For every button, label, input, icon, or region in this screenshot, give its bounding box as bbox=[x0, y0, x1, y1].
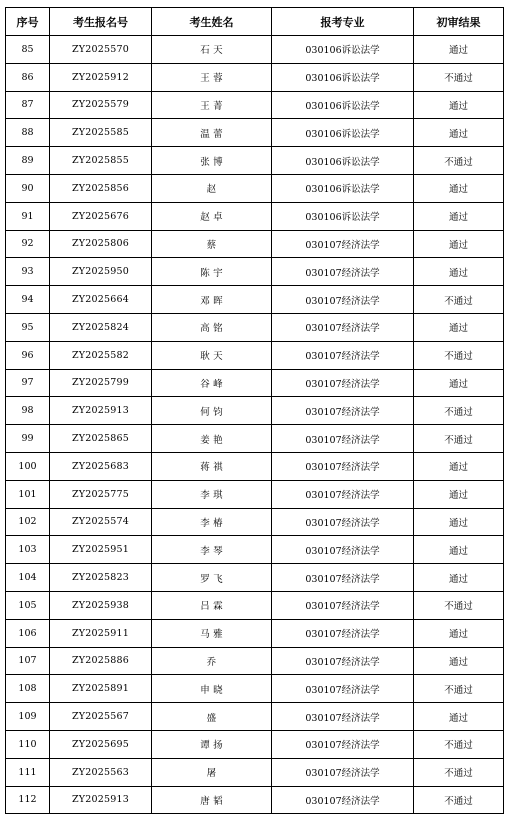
cell-registration-id: ZY2025683 bbox=[50, 452, 152, 480]
cell-candidate-name: 王 蓉 bbox=[152, 63, 272, 91]
cell-candidate-name: 唐 韬 bbox=[152, 786, 272, 814]
table-row bbox=[6, 258, 504, 286]
cell-registration-id: ZY2025695 bbox=[50, 730, 152, 758]
cell-registration-id: ZY2025579 bbox=[50, 91, 152, 119]
table-row bbox=[6, 147, 504, 175]
cell-review-result: 通过 bbox=[414, 564, 504, 592]
header-row bbox=[6, 8, 504, 36]
cell-seq: 96 bbox=[6, 341, 50, 369]
header-review-result: 初审结果 bbox=[414, 8, 504, 36]
cell-registration-id: ZY2025824 bbox=[50, 313, 152, 341]
table-row bbox=[6, 758, 504, 786]
cell-review-result: 通过 bbox=[414, 619, 504, 647]
table-row bbox=[6, 591, 504, 619]
cell-candidate-name: 何 钧 bbox=[152, 397, 272, 425]
cell-candidate-name: 乔 bbox=[152, 647, 272, 675]
cell-major: 030107经济法学 bbox=[272, 452, 414, 480]
cell-major: 030106诉讼法学 bbox=[272, 119, 414, 147]
cell-review-result: 不通过 bbox=[414, 286, 504, 314]
cell-candidate-name: 温 蕾 bbox=[152, 119, 272, 147]
cell-seq: 102 bbox=[6, 508, 50, 536]
cell-candidate-name: 马 雅 bbox=[152, 619, 272, 647]
cell-review-result: 不通过 bbox=[414, 758, 504, 786]
cell-candidate-name: 赵 bbox=[152, 174, 272, 202]
cell-major: 030107经济法学 bbox=[272, 758, 414, 786]
cell-seq: 100 bbox=[6, 452, 50, 480]
cell-seq: 91 bbox=[6, 202, 50, 230]
cell-registration-id: ZY2025582 bbox=[50, 341, 152, 369]
cell-review-result: 不通过 bbox=[414, 786, 504, 814]
cell-registration-id: ZY2025799 bbox=[50, 369, 152, 397]
cell-seq: 107 bbox=[6, 647, 50, 675]
cell-candidate-name: 李 琪 bbox=[152, 480, 272, 508]
cell-review-result: 不通过 bbox=[414, 675, 504, 703]
cell-seq: 101 bbox=[6, 480, 50, 508]
cell-review-result: 通过 bbox=[414, 258, 504, 286]
table-row bbox=[6, 786, 504, 814]
cell-review-result: 通过 bbox=[414, 452, 504, 480]
table-row bbox=[6, 286, 504, 314]
cell-seq: 112 bbox=[6, 786, 50, 814]
cell-registration-id: ZY2025865 bbox=[50, 425, 152, 453]
cell-registration-id: ZY2025855 bbox=[50, 147, 152, 175]
table-row bbox=[6, 564, 504, 592]
cell-seq: 106 bbox=[6, 619, 50, 647]
cell-registration-id: ZY2025886 bbox=[50, 647, 152, 675]
cell-review-result: 不通过 bbox=[414, 63, 504, 91]
cell-registration-id: ZY2025676 bbox=[50, 202, 152, 230]
cell-registration-id: ZY2025823 bbox=[50, 564, 152, 592]
table-row bbox=[6, 480, 504, 508]
cell-major: 030107经济法学 bbox=[272, 341, 414, 369]
cell-seq: 90 bbox=[6, 174, 50, 202]
cell-major: 030106诉讼法学 bbox=[272, 91, 414, 119]
cell-major: 030107经济法学 bbox=[272, 313, 414, 341]
cell-candidate-name: 姜 艳 bbox=[152, 425, 272, 453]
cell-review-result: 不通过 bbox=[414, 591, 504, 619]
review-results-table bbox=[5, 7, 504, 814]
cell-major: 030106诉讼法学 bbox=[272, 36, 414, 64]
cell-candidate-name: 申 晓 bbox=[152, 675, 272, 703]
cell-candidate-name: 邓 晖 bbox=[152, 286, 272, 314]
cell-major: 030107经济法学 bbox=[272, 536, 414, 564]
cell-seq: 88 bbox=[6, 119, 50, 147]
cell-major: 030107经济法学 bbox=[272, 425, 414, 453]
cell-registration-id: ZY2025563 bbox=[50, 758, 152, 786]
table-row bbox=[6, 369, 504, 397]
cell-registration-id: ZY2025806 bbox=[50, 230, 152, 258]
cell-candidate-name: 谷 峰 bbox=[152, 369, 272, 397]
cell-review-result: 通过 bbox=[414, 647, 504, 675]
cell-seq: 93 bbox=[6, 258, 50, 286]
cell-seq: 105 bbox=[6, 591, 50, 619]
cell-major: 030107经济法学 bbox=[272, 786, 414, 814]
cell-seq: 99 bbox=[6, 425, 50, 453]
table-row bbox=[6, 63, 504, 91]
table-row bbox=[6, 397, 504, 425]
cell-registration-id: ZY2025567 bbox=[50, 703, 152, 731]
table-row bbox=[6, 91, 504, 119]
table-row bbox=[6, 202, 504, 230]
cell-review-result: 通过 bbox=[414, 703, 504, 731]
cell-seq: 104 bbox=[6, 564, 50, 592]
cell-registration-id: ZY2025951 bbox=[50, 536, 152, 564]
table-row bbox=[6, 536, 504, 564]
cell-major: 030107经济法学 bbox=[272, 397, 414, 425]
table-row bbox=[6, 425, 504, 453]
cell-seq: 109 bbox=[6, 703, 50, 731]
table-row bbox=[6, 730, 504, 758]
cell-candidate-name: 罗 飞 bbox=[152, 564, 272, 592]
cell-candidate-name: 李 椿 bbox=[152, 508, 272, 536]
cell-registration-id: ZY2025950 bbox=[50, 258, 152, 286]
cell-candidate-name: 王 菁 bbox=[152, 91, 272, 119]
cell-registration-id: ZY2025664 bbox=[50, 286, 152, 314]
cell-seq: 97 bbox=[6, 369, 50, 397]
cell-major: 030107经济法学 bbox=[272, 591, 414, 619]
header-registration-id: 考生报名号 bbox=[50, 8, 152, 36]
cell-candidate-name: 张 博 bbox=[152, 147, 272, 175]
table-row bbox=[6, 174, 504, 202]
cell-major: 030107经济法学 bbox=[272, 230, 414, 258]
cell-review-result: 不通过 bbox=[414, 730, 504, 758]
cell-seq: 110 bbox=[6, 730, 50, 758]
cell-major: 030107经济法学 bbox=[272, 647, 414, 675]
cell-seq: 95 bbox=[6, 313, 50, 341]
cell-registration-id: ZY2025570 bbox=[50, 36, 152, 64]
cell-seq: 86 bbox=[6, 63, 50, 91]
cell-seq: 103 bbox=[6, 536, 50, 564]
cell-review-result: 通过 bbox=[414, 119, 504, 147]
cell-review-result: 通过 bbox=[414, 36, 504, 64]
cell-registration-id: ZY2025938 bbox=[50, 591, 152, 619]
cell-major: 030107经济法学 bbox=[272, 730, 414, 758]
cell-major: 030107经济法学 bbox=[272, 480, 414, 508]
table-row bbox=[6, 230, 504, 258]
cell-review-result: 不通过 bbox=[414, 397, 504, 425]
cell-seq: 89 bbox=[6, 147, 50, 175]
cell-major: 030107经济法学 bbox=[272, 258, 414, 286]
cell-registration-id: ZY2025911 bbox=[50, 619, 152, 647]
cell-review-result: 通过 bbox=[414, 536, 504, 564]
table-body bbox=[6, 36, 504, 814]
cell-candidate-name: 谭 扬 bbox=[152, 730, 272, 758]
cell-major: 030107经济法学 bbox=[272, 286, 414, 314]
cell-seq: 92 bbox=[6, 230, 50, 258]
cell-registration-id: ZY2025585 bbox=[50, 119, 152, 147]
cell-major: 030107经济法学 bbox=[272, 564, 414, 592]
cell-candidate-name: 石 天 bbox=[152, 36, 272, 64]
cell-candidate-name: 屠 bbox=[152, 758, 272, 786]
cell-major: 030106诉讼法学 bbox=[272, 147, 414, 175]
cell-review-result: 通过 bbox=[414, 174, 504, 202]
cell-seq: 108 bbox=[6, 675, 50, 703]
cell-review-result: 通过 bbox=[414, 202, 504, 230]
table-row bbox=[6, 647, 504, 675]
cell-candidate-name: 蔡 bbox=[152, 230, 272, 258]
cell-registration-id: ZY2025913 bbox=[50, 786, 152, 814]
header-candidate-name: 考生姓名 bbox=[152, 8, 272, 36]
cell-major: 030107经济法学 bbox=[272, 703, 414, 731]
cell-major: 030106诉讼法学 bbox=[272, 174, 414, 202]
cell-candidate-name: 蒋 祺 bbox=[152, 452, 272, 480]
cell-major: 030107经济法学 bbox=[272, 508, 414, 536]
cell-major: 030107经济法学 bbox=[272, 675, 414, 703]
cell-registration-id: ZY2025775 bbox=[50, 480, 152, 508]
cell-review-result: 通过 bbox=[414, 508, 504, 536]
cell-seq: 85 bbox=[6, 36, 50, 64]
cell-registration-id: ZY2025891 bbox=[50, 675, 152, 703]
table-row bbox=[6, 452, 504, 480]
cell-review-result: 通过 bbox=[414, 313, 504, 341]
cell-major: 030107经济法学 bbox=[272, 619, 414, 647]
cell-review-result: 通过 bbox=[414, 230, 504, 258]
cell-review-result: 不通过 bbox=[414, 341, 504, 369]
cell-candidate-name: 赵 卓 bbox=[152, 202, 272, 230]
header-seq: 序号 bbox=[6, 8, 50, 36]
table-row bbox=[6, 619, 504, 647]
table-row bbox=[6, 703, 504, 731]
cell-registration-id: ZY2025574 bbox=[50, 508, 152, 536]
cell-review-result: 通过 bbox=[414, 91, 504, 119]
cell-registration-id: ZY2025913 bbox=[50, 397, 152, 425]
cell-candidate-name: 盛 bbox=[152, 703, 272, 731]
table-row bbox=[6, 675, 504, 703]
cell-registration-id: ZY2025856 bbox=[50, 174, 152, 202]
table-row bbox=[6, 341, 504, 369]
table-row bbox=[6, 313, 504, 341]
cell-review-result: 不通过 bbox=[414, 147, 504, 175]
table-row bbox=[6, 508, 504, 536]
cell-seq: 98 bbox=[6, 397, 50, 425]
cell-review-result: 通过 bbox=[414, 369, 504, 397]
table-row bbox=[6, 36, 504, 64]
cell-candidate-name: 吕 霖 bbox=[152, 591, 272, 619]
cell-major: 030107经济法学 bbox=[272, 369, 414, 397]
cell-candidate-name: 高 铭 bbox=[152, 313, 272, 341]
cell-seq: 94 bbox=[6, 286, 50, 314]
cell-major: 030106诉讼法学 bbox=[272, 202, 414, 230]
cell-seq: 111 bbox=[6, 758, 50, 786]
cell-review-result: 不通过 bbox=[414, 425, 504, 453]
cell-seq: 87 bbox=[6, 91, 50, 119]
cell-review-result: 通过 bbox=[414, 480, 504, 508]
cell-candidate-name: 李 琴 bbox=[152, 536, 272, 564]
header-major: 报考专业 bbox=[272, 8, 414, 36]
cell-registration-id: ZY2025912 bbox=[50, 63, 152, 91]
cell-candidate-name: 耿 天 bbox=[152, 341, 272, 369]
table-row bbox=[6, 119, 504, 147]
cell-major: 030106诉讼法学 bbox=[272, 63, 414, 91]
cell-candidate-name: 陈 宇 bbox=[152, 258, 272, 286]
